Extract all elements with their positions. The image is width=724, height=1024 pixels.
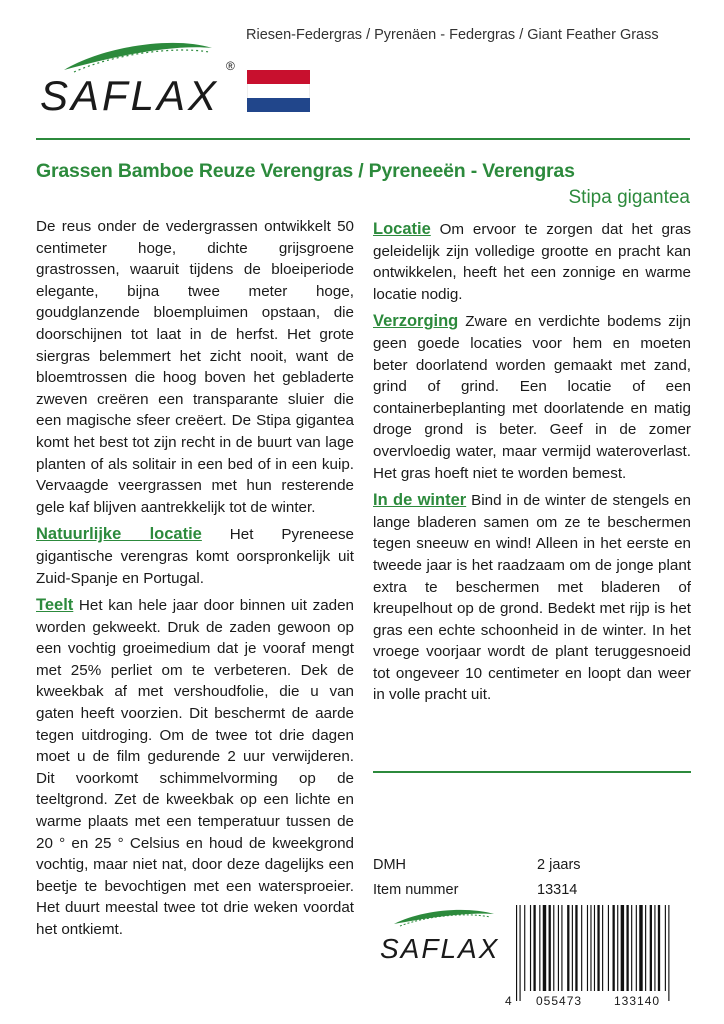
barcode-bars — [516, 905, 669, 1001]
saflax-logo-small — [376, 904, 506, 974]
barcode-bar — [665, 905, 666, 991]
natural-location-text: Het Pyreneese gigantische verengras komt oorspronkelijk uit Zuid-Spanje en Portugal. — [36, 526, 354, 587]
locatie-heading: Locatie — [373, 220, 431, 238]
barcode-bar — [520, 905, 521, 1001]
dmh-label: DMH — [373, 857, 407, 873]
latin-name: Stipa gigantea — [568, 187, 690, 208]
natural-location-section — [36, 524, 354, 589]
barcode-bar — [581, 905, 582, 991]
verzorging-heading: Verzorging — [373, 312, 459, 331]
barcode-bar — [558, 905, 559, 991]
teelt-section — [36, 595, 354, 941]
logo-wordmark-small: SAFLAX — [380, 933, 500, 964]
barcode-bar — [668, 905, 669, 1001]
barcode-right-group: 133140 — [614, 994, 661, 1008]
info-divider — [373, 771, 691, 773]
barcode-bar — [572, 905, 573, 991]
winter-section — [373, 490, 691, 706]
barcode-bar — [639, 905, 642, 991]
barcode-bar — [533, 905, 535, 991]
barcode-bar — [567, 905, 569, 991]
item-number-value: 13314 — [537, 882, 578, 898]
verzorging-text: Zware en verdichte bodems zijn geen goede locaties voor hem en moeten beter doorlatend worden gemaakt met zand, grind of grind. Een locatie of een containerbeplanting met doorlatende en matig droge grond is beter. Geef in de zomer overvloedig water, maar vermijd wateroverlast. Het gras hoeft niet te worden bemest. — [373, 313, 691, 482]
barcode-bar — [539, 905, 540, 991]
winter-heading: In de winter — [373, 491, 467, 510]
barcode-bar — [553, 905, 554, 991]
intro-text: De reus onder de vedergrassen ontwikkelt 50 centimeter hoge, dichte grijsgroene grastrossen, waaruit tijdens de bloeiperiode elegante, bijna twee meter hoge, goudglanzende bloempluimen opstaan, die doorschijnen tot laat in de herfst. Het grote siergras belemmert het zicht nooit, want de bloemtrossen die hoog boven het gebladerte zweven creëren een transparante sluier die een magische sfeer creëert. De Stipa gigantea komt het best tot zijn recht in de buurt van lage planten of als solitair in een bed of in een kuip. Vervaagde veergrassen met hun resterende gele kaf blijven aantrekkelijk tot de winter. — [36, 218, 354, 516]
barcode-bar — [549, 905, 551, 991]
barcode-bar — [621, 905, 624, 991]
left-column — [36, 216, 354, 941]
product-title: Grassen Bamboe Reuze Verengras / Pyreneeën - Verengras — [36, 160, 575, 182]
locatie-text: Om ervoor te zorgen dat het gras geleidelijk zijn volledige grootte en pracht kan ontwikkelen, heeft het een zonnige en warme locatie nodig. — [373, 221, 691, 303]
natural-location-heading: Natuurlijke locatie — [36, 525, 202, 544]
teelt-heading: Teelt — [36, 596, 74, 615]
barcode-bar — [654, 905, 655, 991]
barcode — [502, 905, 692, 1010]
locatie-section — [373, 219, 691, 305]
barcode-bar — [524, 905, 525, 991]
barcode-bar — [613, 905, 615, 991]
barcode-bar — [543, 905, 546, 991]
teelt-text: Het kan hele jaar door binnen uit zaden worden gekweekt. Druk de zaden gewoon op een vochtig groeimedium dat je vooraf mengt met 25% perliet om te verbeteren. Dek de kweekbak af met vershoudfolie, die u van gaten heeft voorzien. Dit beschermt de aarde tegen uitdroging. Om de twee tot drie dagen moet u de film gedurende 2 uur verwijderen. Dit voorkomt schimmelvorming op de teeltgrond. Zet de kweekbak op een lichte en warme plaats met een temperatuur tussen de 20 ° en 25 ° Celsius en houd de kweekgrond vochtig, maar niet nat, door deze dagelijks een beetje te bevochtigen met een watersproeier. Het duurt meestal twee tot drie weken voordat het ontkiemt. — [36, 597, 354, 938]
barcode-bar — [658, 905, 660, 991]
barcode-bar — [650, 905, 652, 991]
registered-mark: ® — [226, 59, 235, 73]
barcode-bar — [590, 905, 591, 991]
barcode-left-group: 055473 — [536, 994, 583, 1008]
verzorging-section — [373, 311, 691, 484]
barcode-first-digit: 4 — [505, 994, 512, 1008]
barcode-bar — [530, 905, 531, 991]
logo-leaf-icon — [64, 43, 212, 70]
barcode-bar — [617, 905, 618, 991]
barcode-bar — [516, 905, 517, 1001]
barcode-bar — [561, 905, 562, 991]
barcode-bar — [645, 905, 646, 991]
barcode-bar — [631, 905, 632, 991]
logo-leaf-icon-small — [394, 910, 494, 924]
barcode-bar — [602, 905, 603, 991]
barcode-bar — [608, 905, 609, 991]
dmh-value: 2 jaars — [537, 857, 581, 873]
barcode-bar — [636, 905, 637, 991]
winter-text: Bind in de winter de stengels en lange bladeren samen om ze te beschermen tegen sneeuw en wind! Alleen in het eerste en tweede jaar is het raadzaam om de jonge plant extra te beschermen met bladeren of kreupelhout op de grond. Bedekt met rijp is het gras een echte schoonheid in de winter. In het vroege voorjaar wordt de plant teruggesnoeid tot ongeveer 10 centimeter en loopt dan weer in volle pracht uit. — [373, 492, 691, 704]
right-column — [373, 219, 691, 706]
barcode-bar — [575, 905, 577, 991]
saflax-logo — [34, 28, 244, 128]
item-number-label: Item nummer — [373, 882, 459, 898]
barcode-bar — [587, 905, 588, 991]
logo-wordmark: SAFLAX — [40, 72, 220, 119]
header-divider — [36, 138, 690, 140]
barcode-bar — [597, 905, 599, 991]
header-subtitle: Riesen-Federgras / Pyrenäen - Federgras / Giant Feather Grass — [246, 27, 659, 43]
dutch-flag-icon — [247, 70, 310, 112]
barcode-bar — [594, 905, 595, 991]
barcode-bar — [626, 905, 628, 991]
